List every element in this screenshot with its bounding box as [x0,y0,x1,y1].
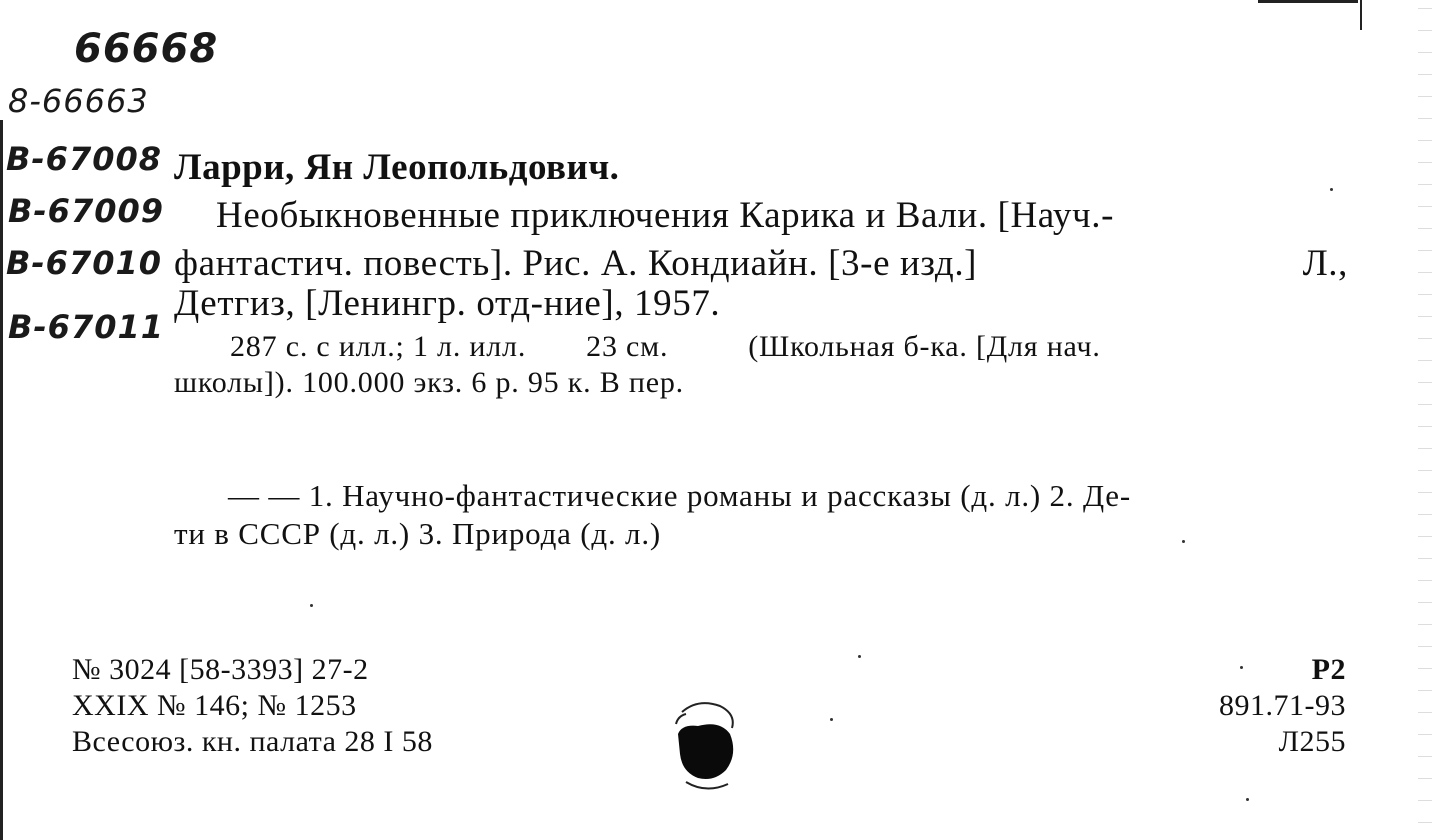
subject-headings-line-1: — — 1. Научно-фантастические романы и рассказы (д. л.) 2. Де- [228,478,1131,513]
title-line-3: Детгиз, [Ленингр. отд-ние], 1957. [174,283,721,324]
scan-speck [310,604,313,607]
title-line-2-text: фантастич. повесть]. Рис. А. Кондиайн. [3-е изд.] [174,243,978,284]
scan-speck [830,718,833,721]
title-line-1: Необыкновенные приключения Карика и Вали. [Науч.- [216,195,1114,236]
scan-speck [1330,188,1333,191]
scan-speck [858,655,861,658]
handwritten-number-6: B-67011 [8,308,164,346]
scan-edge-strip [1418,0,1432,840]
handwritten-number-1: 66668 [74,26,219,72]
library-stamp-mark [668,698,744,794]
handwritten-number-2: 8-66663 [8,82,149,120]
collation-line-1 [230,330,1101,364]
udc-number: 891.71-93 [1219,689,1346,722]
card-number-line: № 3024 [58-3393] 27-2 [72,653,369,686]
collation-pages: 287 с. с илл.; 1 л. илл. [230,330,527,363]
scan-speck [1182,540,1185,543]
subject-headings-line-2: ти в СССР (д. л.) 3. Природа (д. л.) [174,516,661,551]
top-right-rule [1360,0,1362,30]
collation-series: (Школьная б-ка. [Для нач. [748,330,1101,363]
title-line-2 [174,242,1348,285]
handwritten-number-3: B-67008 [6,140,162,178]
scan-speck [1240,666,1243,669]
card-left-border [0,120,3,840]
classification-code: Р2 [1311,653,1346,686]
scan-speck [1246,798,1249,801]
chamber-imprint-line: Всесоюз. кн. палата 28 I 58 [72,725,433,758]
collation-size: 23 см. [586,330,669,363]
author-mark: Л255 [1278,725,1346,758]
top-rule [1258,0,1358,3]
handwritten-number-4: B-67009 [8,192,164,230]
collation-line-2: школы]). 100.000 экз. 6 р. 95 к. В пер. [174,366,684,399]
handwritten-number-5: B-67010 [6,244,162,282]
chronicle-number-line: XXIX № 146; № 1253 [72,689,357,722]
publication-place: Л., [1302,243,1348,284]
author-heading: Ларри, Ян Леопольдович. [174,147,620,188]
